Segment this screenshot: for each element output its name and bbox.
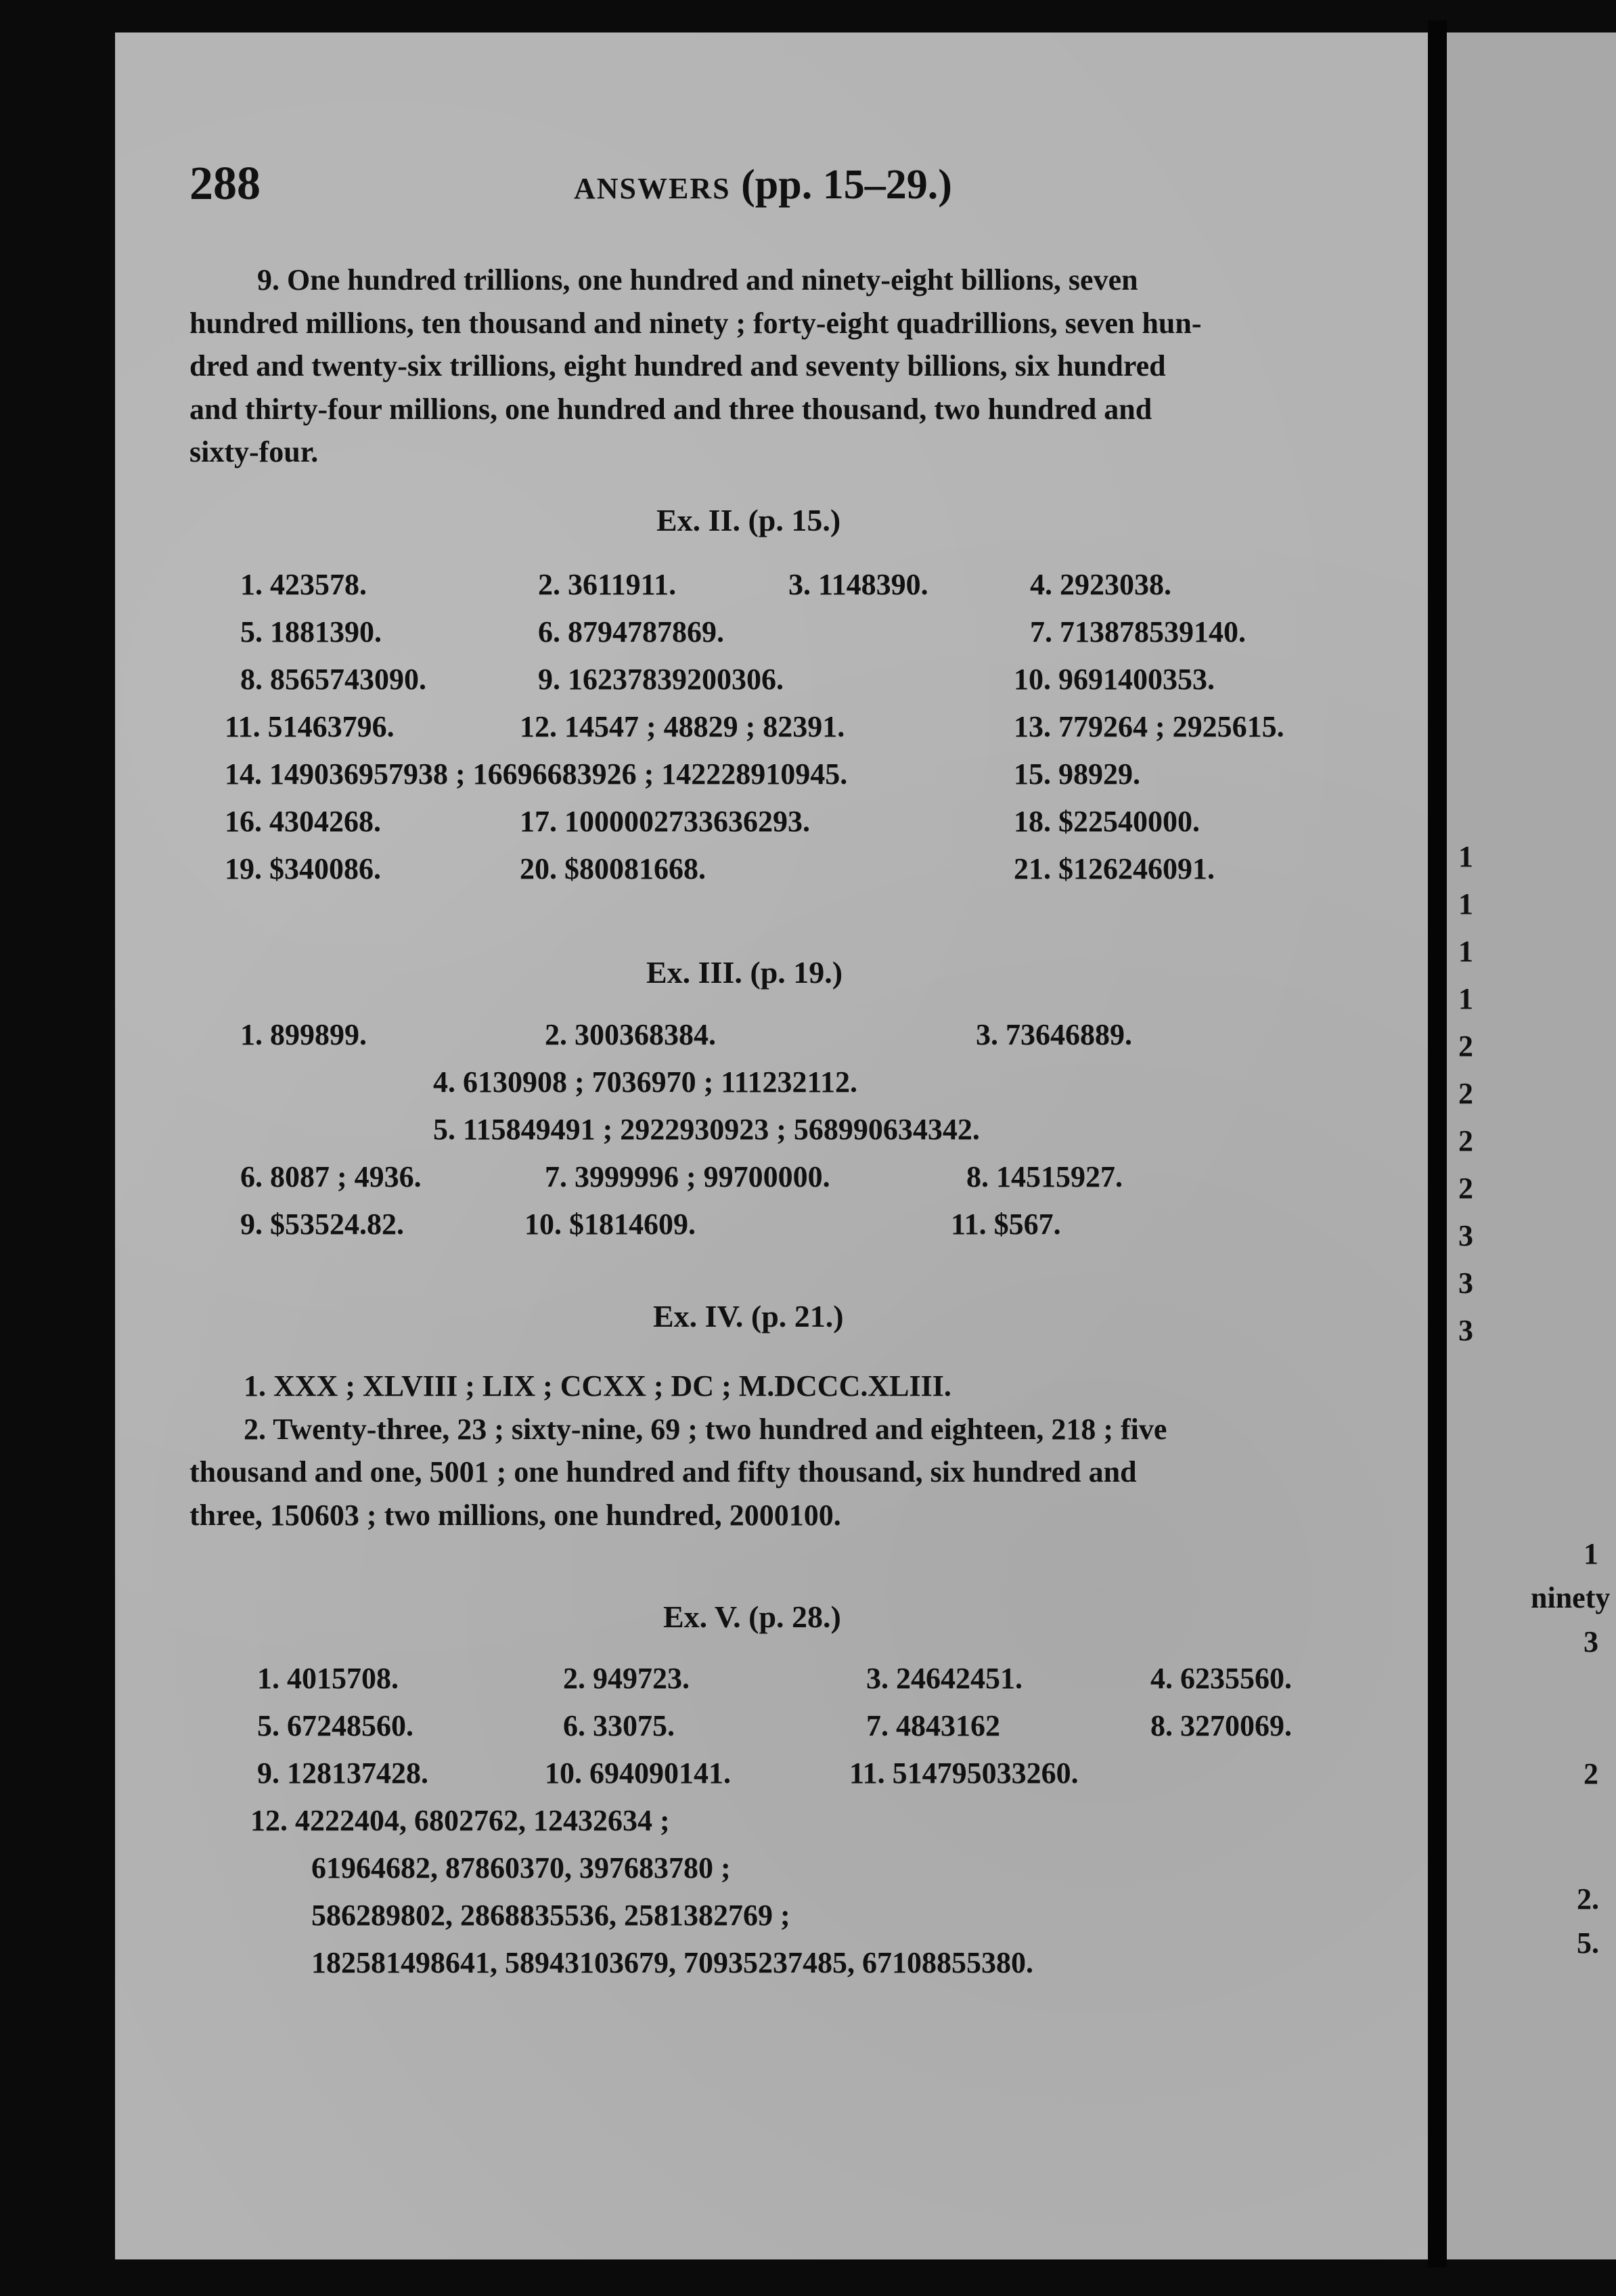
answer-item: 5. 115849491 ; 2922930923 ; 568990634342. [433, 1113, 980, 1146]
section-heading-ex5: Ex. V. (p. 28.) [663, 1599, 841, 1634]
adjacent-fragment: 3 [1458, 1219, 1473, 1252]
section-heading-ex4: Ex. IV. (p. 21.) [653, 1299, 844, 1333]
adjacent-fragment: 2. [1577, 1882, 1599, 1916]
adjacent-fragment: 3 [1458, 1314, 1473, 1347]
answer-item: 3. 24642451. [866, 1662, 1023, 1695]
answer-item: 3. 73646889. [976, 1018, 1132, 1051]
intro-line: hundred millions, ten thousand and ninety ; forty-eight quadrillions, seven hun- [189, 306, 1202, 340]
intro-line: dred and twenty-six trillions, eight hundred and seventy billions, six hundred [189, 349, 1166, 382]
answer-item: 5. 1881390. [240, 615, 382, 648]
ex4-line: three, 150603 ; two millions, one hundred, 2000100. [189, 1498, 841, 1532]
page-number: 288 [189, 158, 261, 210]
answer-item: 18. $22540000. [1014, 805, 1200, 838]
page-gutter [1428, 20, 1447, 2268]
adjacent-fragment: 3 [1584, 1625, 1598, 1658]
answer-item: 13. 779264 ; 2925615. [1014, 710, 1284, 743]
answer-item: 6. 33075. [563, 1709, 675, 1742]
answer-item: 17. 1000002733636293. [520, 805, 810, 838]
answer-item: 5. 67248560. [257, 1709, 413, 1742]
adjacent-fragment: 2 [1458, 1172, 1473, 1205]
answer-item: 15. 98929. [1014, 757, 1140, 791]
adjacent-fragment: 3 [1458, 1266, 1473, 1300]
answer-item: 11. $567. [951, 1208, 1061, 1241]
answer-item-continuation: 586289802, 2868835536, 2581382769 ; [311, 1899, 790, 1932]
adjacent-fragment: 2 [1458, 1124, 1473, 1157]
intro-line: 9. One hundred trillions, one hundred and ninety-eight billions, seven [257, 263, 1138, 296]
answer-item: 19. $340086. [225, 852, 381, 885]
answer-item: 3. 1148390. [788, 568, 928, 601]
answer-item: 10. 9691400353. [1014, 663, 1215, 696]
ex4-line: thousand and one, 5001 ; one hundred and fifty thousand, six hundred and [189, 1455, 1137, 1488]
answer-item: 7. 713878539140. [1030, 615, 1246, 648]
answer-item: 2. 949723. [563, 1662, 690, 1695]
answer-item: 2. 3611911. [538, 568, 677, 601]
ex4-line: 2. Twenty-three, 23 ; sixty-nine, 69 ; two hundred and eighteen, 218 ; five [244, 1412, 1167, 1446]
answer-item: 9. 128137428. [257, 1757, 428, 1790]
answer-item: 12. 4222404, 6802762, 12432634 ; [250, 1804, 670, 1837]
ex4-line: 1. XXX ; XLVIII ; LIX ; CCXX ; DC ; M.DCCC.XLIII. [244, 1369, 951, 1403]
answer-item: 21. $126246091. [1014, 852, 1215, 885]
adjacent-fragment: 2 [1458, 1030, 1473, 1063]
answer-item: 16. 4304268. [225, 805, 381, 838]
page-header [574, 161, 952, 209]
adjacent-fragment: 5. [1577, 1926, 1599, 1960]
answer-item-continuation: 61964682, 87860370, 397683780 ; [311, 1851, 731, 1884]
answer-item: 6. 8087 ; 4936. [240, 1160, 422, 1193]
header-title: ANSWERS [574, 172, 731, 205]
adjacent-fragment: 1 [1584, 1537, 1598, 1570]
answer-item: 20. $80081668. [520, 852, 706, 885]
answer-item: 8. 3270069. [1150, 1709, 1292, 1742]
answer-item: 10. $1814609. [524, 1208, 696, 1241]
intro-paragraph [189, 259, 1348, 474]
adjacent-fragment: ninety [1531, 1581, 1611, 1614]
header-range: (pp. 15–29.) [741, 162, 952, 208]
answer-item: 7. 4843162 [866, 1709, 1000, 1742]
answer-item: 8. 14515927. [966, 1160, 1123, 1193]
answer-item: 11. 51463796. [225, 710, 395, 743]
section-heading-ex3: Ex. III. (p. 19.) [646, 955, 843, 990]
adjacent-fragment: 1 [1458, 840, 1473, 873]
answer-item: 9. $53524.82. [240, 1208, 404, 1241]
answer-item: 6. 8794787869. [538, 615, 724, 648]
adjacent-fragment: 1 [1458, 982, 1473, 1015]
answer-item: 1. 423578. [240, 568, 367, 601]
answer-item: 10. 694090141. [545, 1757, 731, 1790]
answer-item: 9. 16237839200306. [538, 663, 784, 696]
adjacent-fragment: 2 [1584, 1757, 1598, 1790]
adjacent-fragment: 2 [1458, 1077, 1473, 1110]
answer-item: 12. 14547 ; 48829 ; 82391. [520, 710, 845, 743]
answer-item: 2. 300368384. [545, 1018, 716, 1051]
answer-item: 4. 2923038. [1030, 568, 1171, 601]
intro-line: and thirty-four millions, one hundred and three thousand, two hundred and [189, 392, 1152, 426]
adjacent-fragment: 1 [1458, 935, 1473, 968]
adjacent-fragment: 1 [1458, 887, 1473, 921]
answer-item: 1. 4015708. [257, 1662, 399, 1695]
section-heading-ex2: Ex. II. (p. 15.) [656, 503, 841, 537]
answer-item: 4. 6235560. [1150, 1662, 1292, 1695]
answer-item: 7. 3999996 ; 99700000. [545, 1160, 830, 1193]
answer-item-continuation: 182581498641, 58943103679, 70935237485, 67108855380. [311, 1946, 1033, 1979]
answer-item: 11. 514795033260. [849, 1757, 1079, 1790]
intro-line: sixty-four. [189, 435, 319, 468]
answer-item: 14. 149036957938 ; 16696683926 ; 142228910945. [225, 757, 848, 791]
answer-item: 4. 6130908 ; 7036970 ; 111232112. [433, 1065, 858, 1099]
ex4-paragraph [189, 1365, 1348, 1537]
answer-item: 8. 8565743090. [240, 663, 426, 696]
answer-item: 1. 899899. [240, 1018, 367, 1051]
